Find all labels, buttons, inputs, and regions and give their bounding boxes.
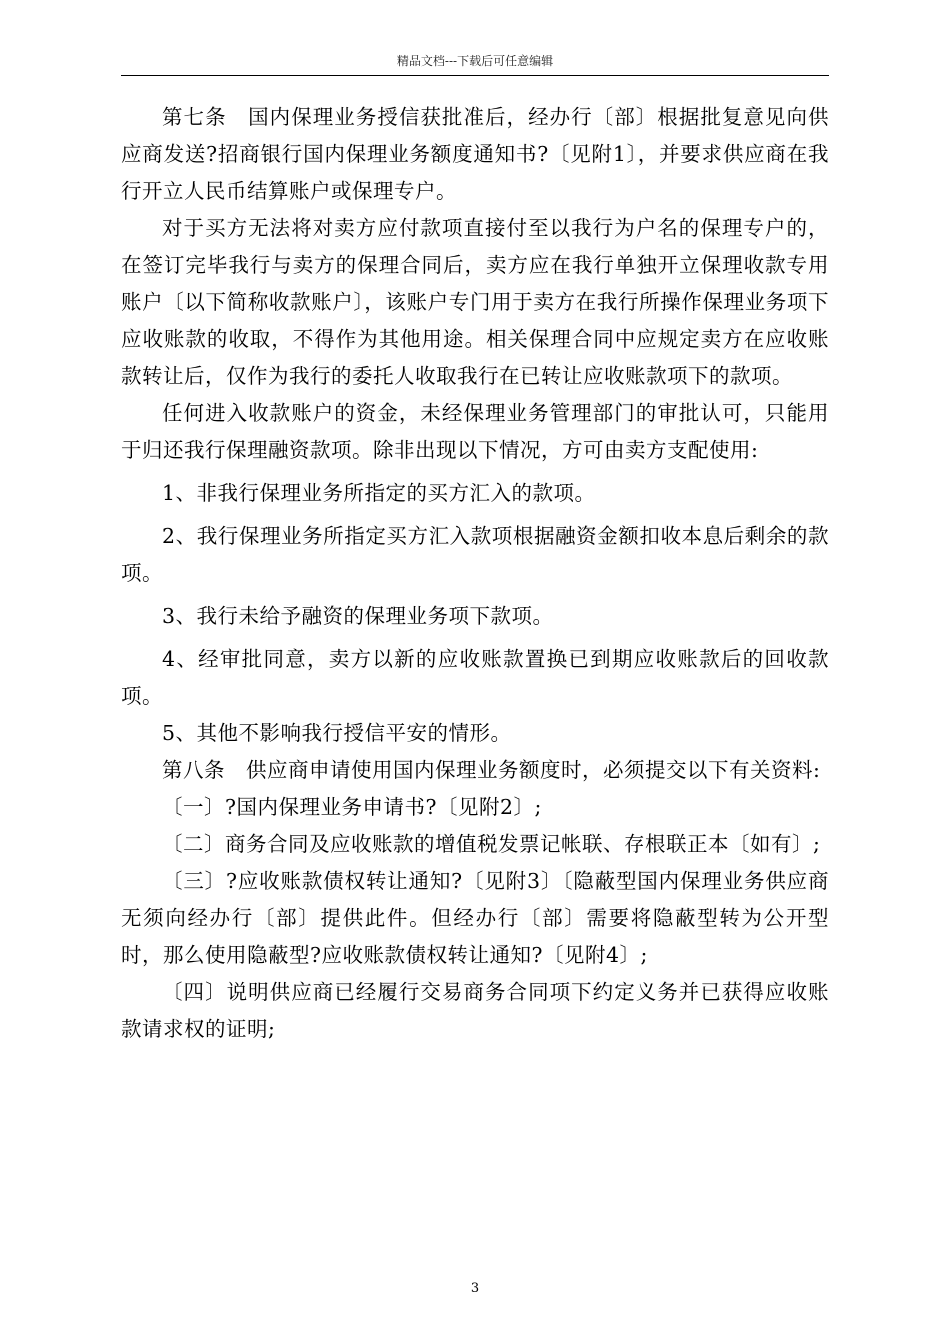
required-document-4: 〔四〕说明供应商已经履行交易商务合同项下约定义务并已获得应收账款请求权的证明;: [121, 980, 829, 1041]
required-document-2: 〔二〕商务合同及应收账款的增值税发票记帐联、存根联正本〔如有〕;: [162, 832, 821, 856]
exception-item-2: 2、我行保理业务所指定买方汇入款项根据融资金额扣收本息后剩余的款项。: [121, 524, 829, 585]
article-8-paragraph: 第八条 供应商申请使用国内保理业务额度时，必须提交以下有关资料:: [162, 758, 821, 782]
document-body: [121, 99, 829, 1048]
fund-usage-paragraph: 任何进入收款账户的资金，未经保理业务管理部门的审批认可，只能用于归还我行保理融资款项。除非出现以下情况，方可由卖方支配使用:: [121, 401, 829, 462]
required-document-3: 〔三〕?应收账款债权转让通知?〔见附3〕〔隐蔽型国内保理业务供应商无须向经办行〔部〕提供此件。但经办行〔部〕需要将隐蔽型转为公开型时，那么使用隐蔽型?应收账款债权转让通知?〔见附4〕;: [121, 869, 829, 967]
page-header: 精品文档---下载后可任意编辑: [396, 54, 554, 68]
exception-item-4: 4、经审批同意，卖方以新的应收账款置换已到期应收账款后的回收款项。: [121, 647, 829, 708]
exception-item-3: 3、我行未给予融资的保理业务项下款项。: [162, 604, 554, 628]
required-document-1: 〔一〕?国内保理业务申请书?〔见附2〕;: [162, 795, 542, 819]
header-divider: [121, 75, 829, 76]
exception-item-5: 5、其他不影响我行授信平安的情形。: [162, 721, 512, 745]
article-7-paragraph: 第七条 国内保理业务授信获批准后，经办行〔部〕根据批复意见向供应商发送?招商银行国内保理业务额度通知书?〔见附1〕，并要求供应商在我行开立人民币结算账户或保理专户。: [121, 105, 829, 203]
exception-item-1: 1、非我行保理业务所指定的买方汇入的款项。: [162, 481, 596, 505]
collection-account-paragraph: 对于买方无法将对卖方应付款项直接付至以我行为户名的保理专户的，在签订完毕我行与卖方的保理合同后，卖方应在我行单独开立保理收款专用账户〔以下简称收款账户〕，该账户专门用于卖方在我行所操作保理业务项下应收账款的收取，不得作为其他用途。相关保理合同中应规定卖方在应收账款转让后，仅作为我行的委托人收取我行在已转让应收账款项下的款项。: [121, 216, 829, 388]
page-number: 3: [470, 1281, 480, 1296]
